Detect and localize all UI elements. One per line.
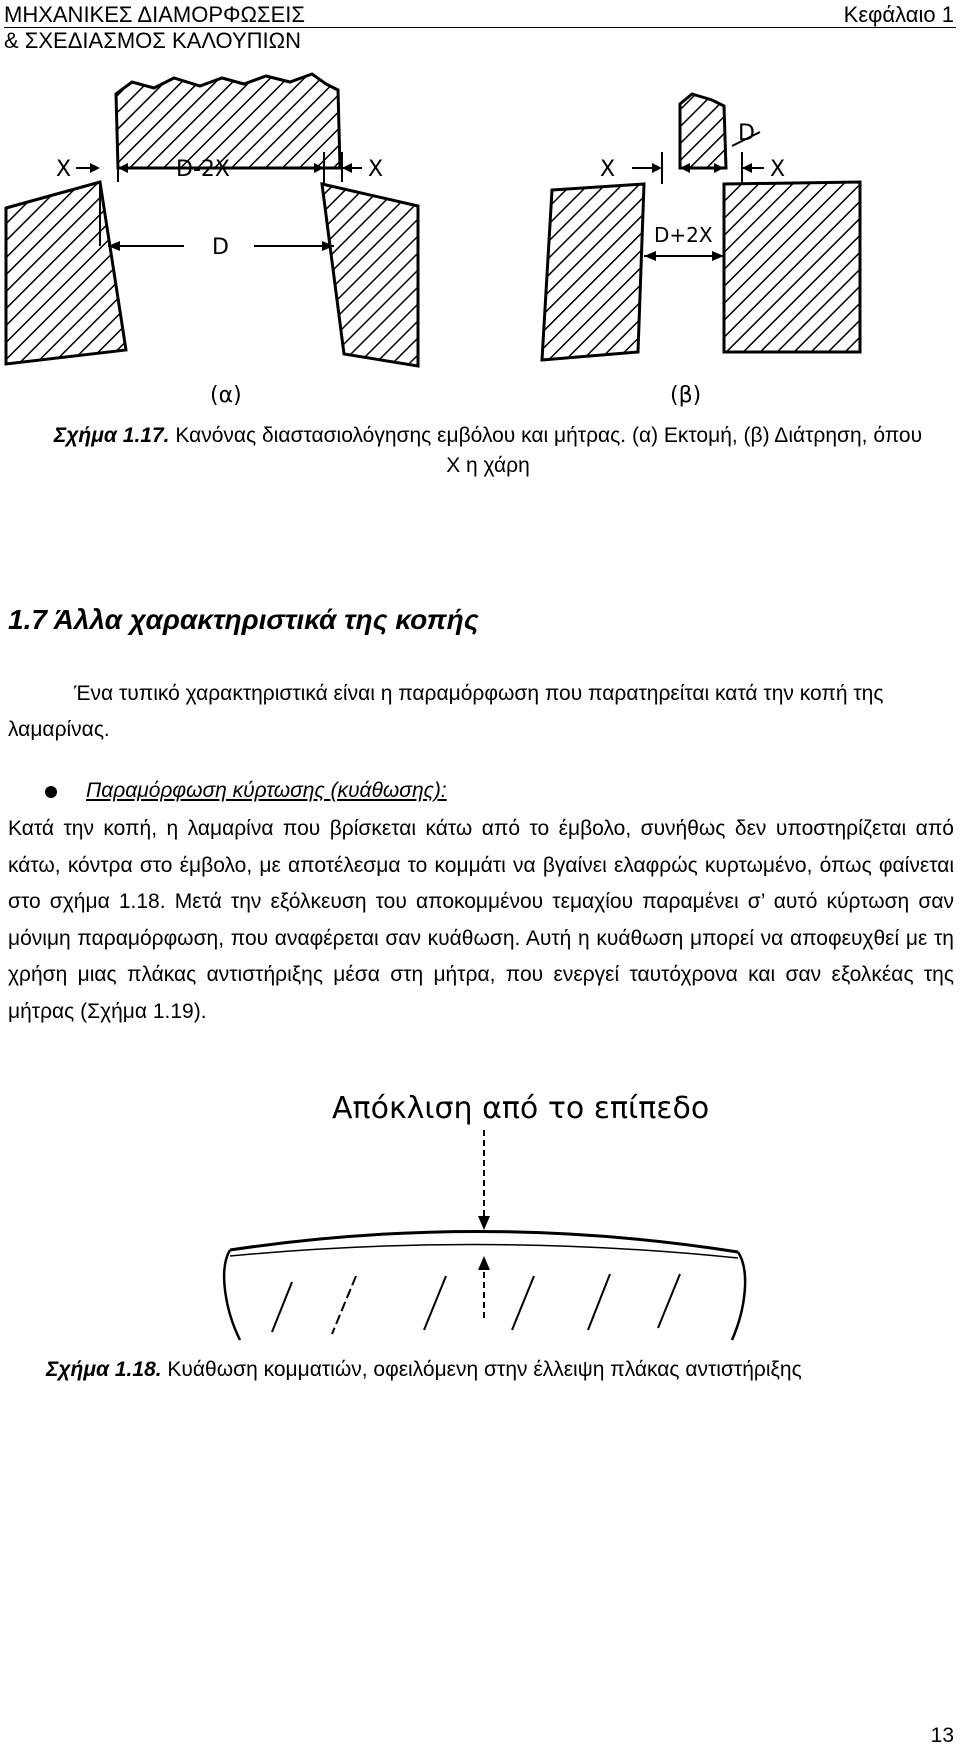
label-sub-b: (β) [670,383,702,408]
label-d-minus-2x: D-2X [176,157,230,182]
label-x-right-b: X [770,157,786,182]
bullet-paragraph: Κατά την κοπή, η λαμαρίνα που βρίσκεται κάτω από το έμβολο, συνήθως δεν υποστηρίζεται από κάτω, κόντρα στο έμβολο, με αποτέλεσμα το κομμάτι να βγαίνει ελαφρώς κυρτωμένο, όπως φαίνεται στο σχήμα 1.18. Μετά την εξόλκευση του αποκομμένου τεμαχίου παραμένει σ’ αυτό κύρτωση σαν μόνιμη παραμόρφωση, που αναφέρεται σαν κυάθωση. Αυτή η κυάθωση μπορεί να αποφευχθεί με τη χρήση μιας πλάκας αντιστήριξης μέσα στη μήτρα, που ενεργεί ταυτόχρονα και σαν εξολκέας της μήτρας (Σχήμα 1.19). [8,817,954,1023]
punch-a [116,74,340,168]
die-right-a [322,184,418,366]
label-x-right-a: X [368,157,384,182]
hatch-line [512,1276,534,1330]
figure-a-blanking [6,74,418,408]
header-chapter: Κεφάλαιο 1 [843,2,954,27]
header-title [4,2,305,54]
figure-1-17 [4,72,956,412]
hatch-line [588,1274,610,1330]
header-title-line2: & ΣΧΕΔΙΑΣΜΟΣ ΚΑΛΟΥΠΙΩΝ [4,28,301,53]
die-left-b [542,184,644,360]
label-x-left-a: X [56,157,72,182]
figure-1-18 [196,1062,806,1347]
sheet-left-edge [224,1250,240,1340]
hatch-line [658,1274,680,1328]
hatch-line [424,1276,446,1330]
hatch-line [332,1276,356,1334]
figure-1-17-caption-text: Κανόνας διαστασιολόγησης εμβόλου και μήτρας. (α) Εκτομή, (β) Διάτρηση, όπου Χ η χάρη [169,424,923,477]
figure-1-17-caption-label: Σχήμα 1.17. [53,424,170,447]
die-left-a [6,182,126,364]
header-title-line1: ΜΗΧΑΝΙΚΕΣ ΔΙΑΜΟΡΦΩΣΕΙΣ [4,2,305,27]
figure-1-18-caption [46,1355,802,1385]
punch-b [680,94,726,168]
label-d-plus-2x: D+2X [654,223,713,247]
page-header [0,0,960,56]
section-heading: 1.7 Άλλα χαρακτηριστικά της κοπής [8,604,479,635]
figure-1-18-caption-text: Κυάθωση κομματιών, οφειλόμενη στην έλλειψη πλάκας αντιστήριξης [161,1358,802,1381]
label-x-left-b: X [600,157,616,182]
figure-b-piercing [542,94,860,408]
hatch-line [272,1282,292,1332]
header-rule [4,27,956,28]
die-right-b [724,182,860,352]
page-number: 13 [930,1724,954,1747]
sheet-right-edge [732,1252,745,1340]
label-deviation: Απόκλιση από το επίπεδο [332,1091,710,1126]
figure-1-18-caption-label: Σχήμα 1.18. [46,1358,162,1381]
figure-1-17-caption [48,421,928,481]
cupped-sheet-top [230,1231,738,1252]
label-d-a: D [212,235,229,260]
label-sub-a: (α) [210,383,242,408]
bullet-dot [45,786,57,798]
bullet-heading: Παραμόρφωση κύρτωσης (κυάθωσης): [86,779,447,802]
label-d-b: D [738,121,755,146]
section-intro: Ένα τυπικό χαρακτηριστικά είναι η παραμόρφωση που παρατηρείται κατά την κοπή της λαμαρίνας. [8,682,884,741]
